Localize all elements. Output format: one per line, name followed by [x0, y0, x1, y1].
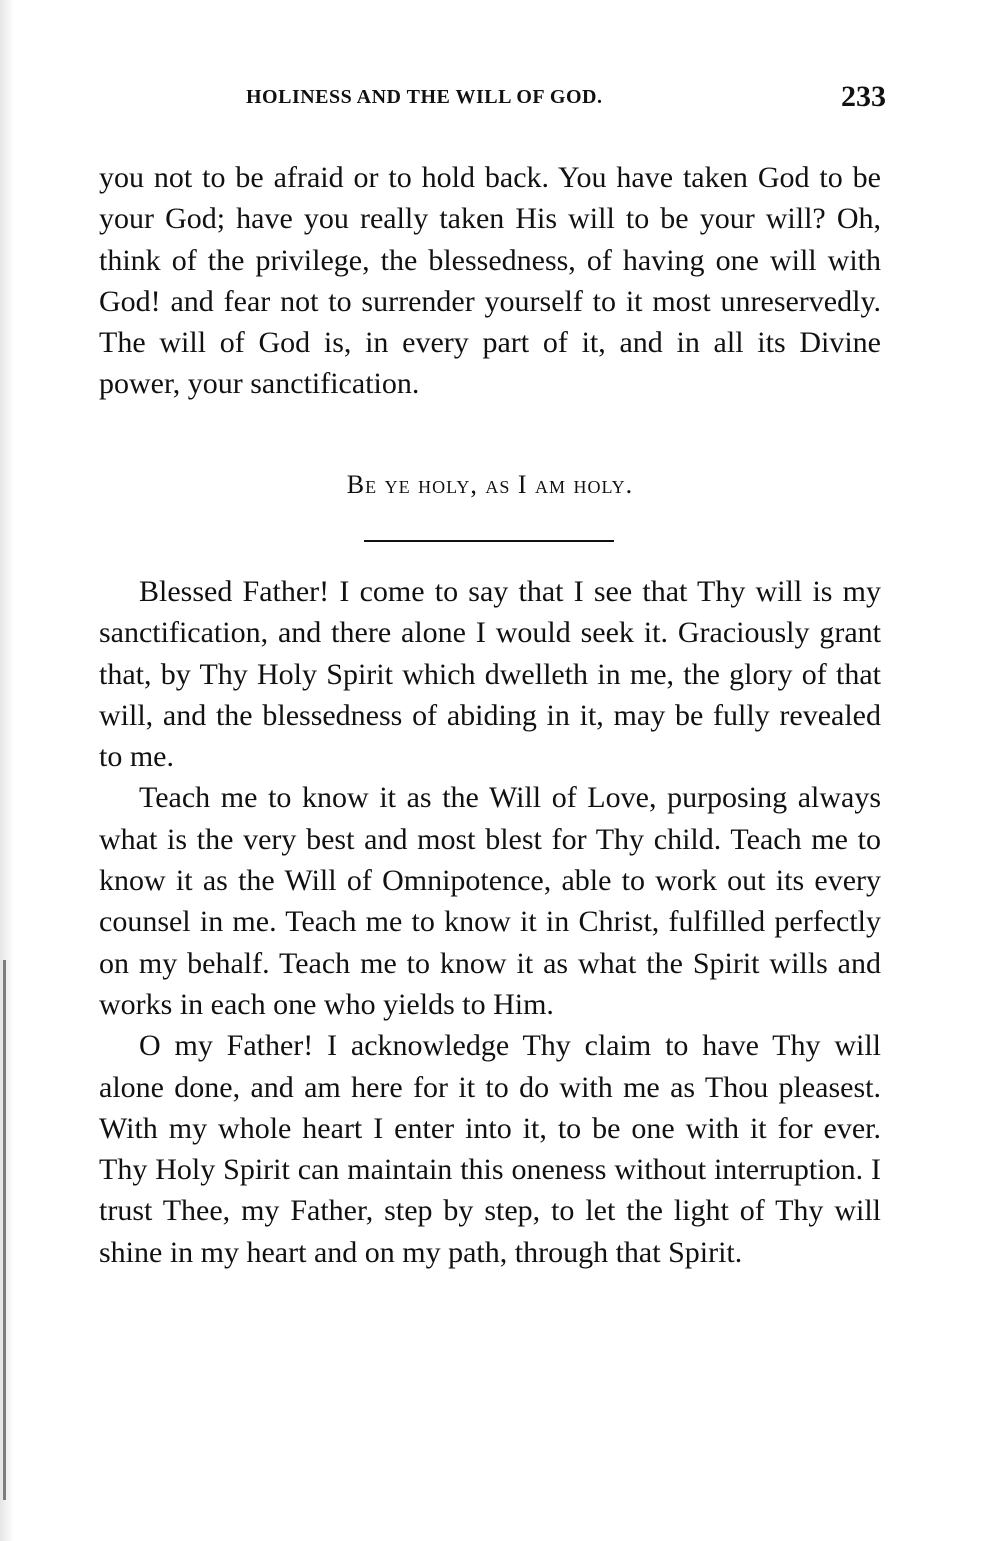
running-head — [246, 80, 886, 120]
section-divider — [364, 540, 614, 542]
spine-edge — [3, 960, 6, 1500]
prayer-paragraph: Blessed Father! I come to say that I see that Thy will is my sanctification, and there alone I would seek it. Graciously grant that, by Thy Holy Spirit which dwelleth in me, the glory of that will, and the blessedness of abiding in it, may be fully revealed to me. — [99, 575, 881, 774]
prayer — [99, 571, 881, 1273]
opening-paragraph-block — [99, 157, 881, 405]
motto: Be ye holy, as I am holy. — [346, 470, 634, 499]
prayer-paragraph: O my Father! I acknowledge Thy claim to have Thy will alone done, and am here for it to do with me as Thou pleasest. With my whole heart I enter into it, to be one with it for ever. Thy Holy Spirit can maintain this oneness without interruption. I trust Thee, my Father, step by step, to let the light of Thy will shine in my heart and on my path, through that Spirit. — [99, 1029, 881, 1269]
running-title: HOLINESS AND THE WILL OF GOD. — [246, 86, 603, 108]
page-number: 233 — [841, 80, 886, 113]
opening-paragraph: you not to be afraid or to hold back. You have taken God to be your God; have you really taken His will to be your will? Oh, think of the privilege, the blessedness, of having one will with God! and fear not to surrender yourself to it most unreservedly. The will of God is, in every part of it, and in all its Divine power, your sanctification. — [99, 161, 881, 401]
prayer-paragraph: Teach me to know it as the Will of Love, purposing always what is the very best and most blest for Thy child. Teach me to know it as the Will of Omnipotence, able to work out its every counsel in me. Teach me to know it in Christ, fulfilled perfectly on my behalf. Teach me to know it as what the Spirit wills and works in each one who yields to Him. — [99, 781, 881, 1021]
